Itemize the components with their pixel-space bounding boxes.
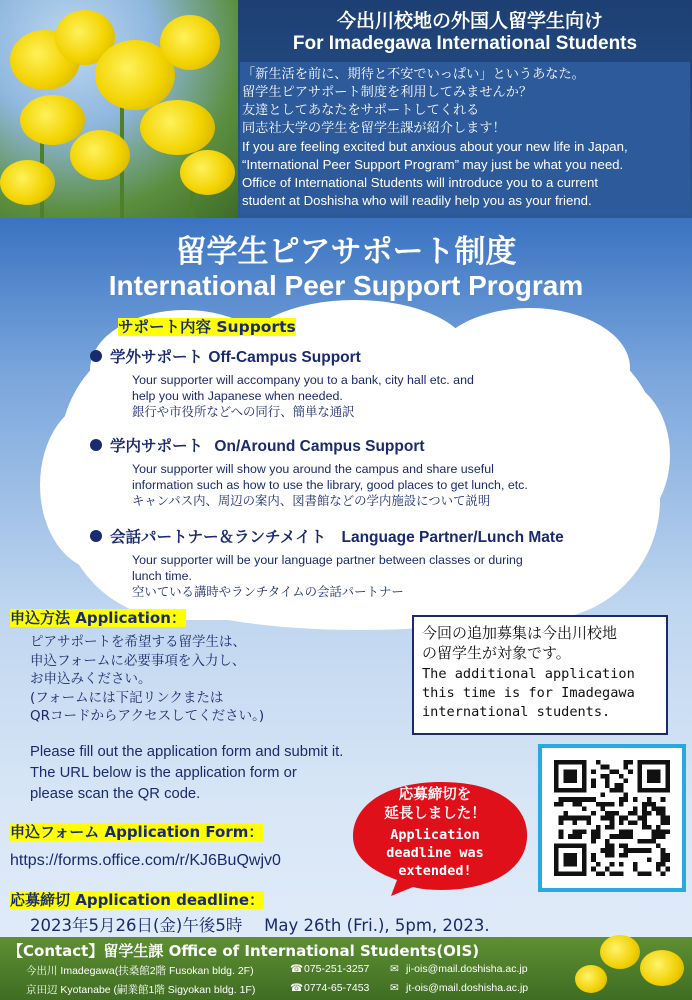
support-desc-line: Your supporter will show you around the campus and share useful [132, 462, 494, 476]
support-desc-line: Your supporter will accompany you to a bank, city hall etc. and [132, 373, 474, 387]
deadline-heading [10, 889, 264, 910]
support-desc-line: lunch time. [132, 569, 192, 583]
support-desc-line: help you with Japanese when needed. [132, 389, 343, 403]
header-title-en: For Imadegawa International Students [292, 33, 638, 54]
contact-heading: 【Contact】留学生課 Office of International Students(OIS) [8, 942, 480, 960]
intro-jp-line: 同志社大学の学生を留学生課が紹介します！ [242, 121, 506, 136]
application-jp-line: ピアサポートを希望する留学生は、 [30, 634, 246, 650]
application-en-line: Please fill out the application form and submit it. [30, 744, 344, 760]
support-item-oncampus [90, 434, 425, 456]
bubble-en-line: extended! [398, 863, 472, 879]
qr-code-icon[interactable] [554, 760, 670, 876]
notice-en-text [422, 665, 658, 722]
phone-icon: ☎ [290, 963, 304, 975]
support-title-jp: 会話パートナー＆ランチメイト [110, 528, 327, 546]
support-title-jp: 学外サポート [110, 348, 204, 366]
support-title-en: Off-Campus Support [208, 349, 361, 366]
support-desc-line: information such as how to use the library, good places to get lunch, etc. [132, 478, 528, 492]
contact-campus: 京田辺 Kyotanabe (嗣業館1階 Sigyokan bldg. 1F) [26, 984, 256, 996]
program-title-en: International Peer Support Program [108, 270, 584, 301]
support-title-en: Language Partner/Lunch Mate [341, 529, 564, 546]
supports-heading-label: サポート内容 Supports [118, 318, 296, 336]
bubble-jp-line: 応募締切を [398, 787, 472, 803]
intro-jp-line: 留学生ピアサポート制度を利用してみませんか？ [242, 85, 533, 100]
mail-icon: ✉ [390, 963, 399, 975]
support-desc-line: Your supporter will be your language partner between classes or during [132, 553, 523, 567]
notice-jp-line: 今回の追加募集は今出川校地 [422, 624, 618, 642]
support-title-jp: 学内サポート [110, 437, 204, 455]
form-heading [10, 821, 263, 842]
support-desc-line: 空いている講時やランチタイムの会話パートナー [132, 585, 404, 599]
notice-en-line: international students. [422, 704, 611, 720]
flower-decoration [640, 950, 684, 986]
notice-box [412, 615, 668, 735]
notice-en-line: this time is for Imadegawa [422, 685, 635, 701]
application-instructions-jp [30, 633, 330, 726]
contact-campus: 今出川 Imadegawa(扶桑館2階 Fusokan bldg. 2F) [26, 965, 254, 977]
application-form-link[interactable]: https://forms.office.com/r/KJ6BuQwjv0 [10, 852, 281, 869]
application-jp-line: (フォームには下記リンクまたは [30, 689, 224, 706]
notice-en-line: The additional application [422, 666, 635, 682]
support-item-offcampus [90, 345, 361, 367]
support-desc-offcampus [132, 372, 652, 420]
flower-decoration [575, 965, 607, 993]
flower-decoration [600, 935, 640, 969]
form-heading-label: 申込フォーム Application Form： [10, 823, 264, 841]
application-en-line: The URL below is the application form or [30, 765, 297, 781]
bullet-icon [90, 530, 102, 542]
intro-text [242, 66, 688, 210]
bullet-icon [90, 439, 102, 451]
intro-jp-line: 友達としてあなたをサポートしてくれる [242, 103, 480, 118]
application-jp-line: QRコードからアクセスしてください。) [30, 708, 265, 724]
application-heading-label: 申込方法 Application： [10, 609, 186, 627]
program-title-jp: 留学生ピアサポート制度 [175, 234, 517, 270]
notice-jp-line: の留学生が対象です。 [422, 644, 571, 662]
application-en-line: please scan the QR code. [30, 786, 201, 802]
contact-phone: 075-251-3257 [304, 963, 370, 975]
support-desc-line: キャンパス内、周辺の案内、図書館などの学内施設について説明 [132, 494, 491, 508]
bubble-jp-line: 延長しました！ [384, 806, 486, 822]
rapeseed-flowers-image [0, 0, 238, 218]
supports-heading [118, 315, 296, 337]
deadline-heading-label: 応募締切 Application deadline： [10, 891, 265, 909]
intro-jp-line: 「新生活を前に、期待と不安でいっぱい」というあなた。 [242, 67, 585, 82]
bullet-icon [90, 350, 102, 362]
support-item-language-partner [90, 525, 564, 547]
bubble-en-line: deadline was [386, 845, 484, 861]
intro-en-line: Office of International Students will introduce you to a current [242, 175, 599, 190]
phone-icon: ☎ [290, 982, 304, 994]
contact-email[interactable]: ji-ois@mail.doshisha.ac.jp [406, 963, 528, 975]
support-desc-line: 銀行や市役所などへの同行、簡単な通訳 [132, 405, 355, 419]
contact-phone: 0774-65-7453 [304, 982, 370, 994]
intro-en-line: If you are feeling excited but anxious about your new life in Japan, [242, 139, 628, 154]
header-title-jp: 今出川校地の外国人留学生向け [336, 10, 603, 32]
application-jp-line: お申込みください。 [30, 671, 152, 687]
qr-code-frame[interactable] [538, 744, 686, 892]
support-title-en: On/Around Campus Support [214, 438, 425, 455]
deadline-extended-notice [351, 786, 519, 880]
application-jp-line: 申込フォームに必要事項を入力し、 [30, 652, 246, 669]
application-heading [10, 607, 186, 628]
mail-icon: ✉ [390, 982, 399, 994]
bubble-en-line: Application [390, 827, 480, 843]
bubble-en-text [351, 826, 519, 880]
support-desc-oncampus [132, 461, 652, 509]
support-desc-language-partner [132, 552, 652, 600]
contact-email[interactable]: jt-ois@mail.doshisha.ac.jp [406, 982, 529, 994]
intro-en-line: “International Peer Support Program” may just be what you need. [242, 157, 624, 172]
deadline-text: 2023年5月26日(金)午後5時 May 26th (Fri.), 5pm, 2023. [30, 916, 490, 935]
intro-en-line: student at Doshisha who will readily help you as your friend. [242, 193, 592, 208]
